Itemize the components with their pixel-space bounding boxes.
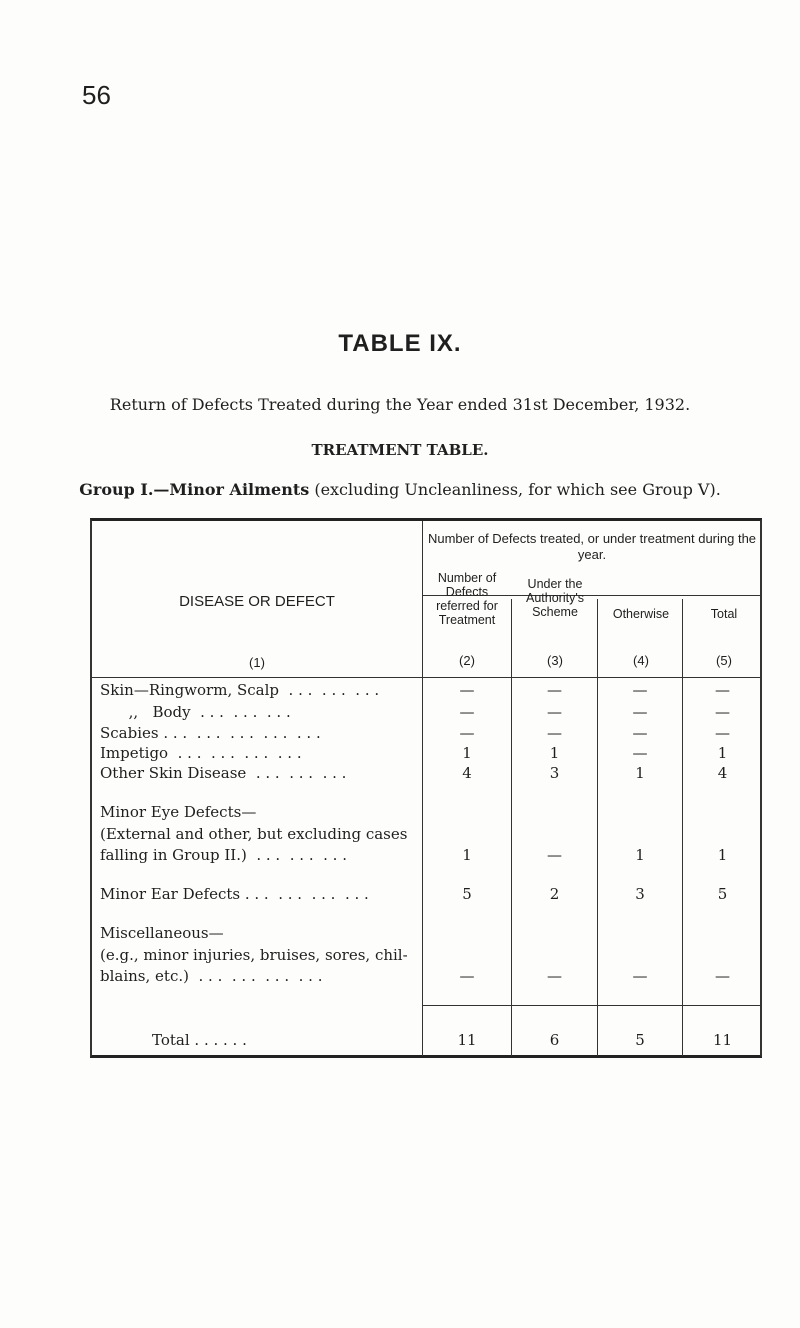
row-label: Other Skin Disease . . . . . . . . . xyxy=(100,764,347,782)
row-cell-col-3: 2 xyxy=(549,885,560,903)
row-cell-col-4: — xyxy=(632,744,648,762)
group-heading-bold: Group I.—Minor Ailments xyxy=(79,480,310,499)
header-col-5-num: (5) xyxy=(716,653,732,668)
row-cell-col-4: 1 xyxy=(635,846,645,864)
row-label: (e.g., minor injuries, bruises, sores, chil- xyxy=(100,946,408,964)
row-label: (External and other, but excluding cases xyxy=(100,825,408,843)
row-cell-col-5: — xyxy=(715,681,730,699)
row-cell-col-5: 1 xyxy=(717,744,728,762)
row-cell-col-2: 5 xyxy=(462,885,472,903)
table-title: TREATMENT TABLE. xyxy=(311,441,489,459)
row-label: Skin—Ringworm, Scalp . . . . . . . . . xyxy=(100,681,380,699)
row-cell-col-2: — xyxy=(459,681,475,699)
header-disease: DISEASE OR DEFECT xyxy=(179,593,335,610)
total-col-3: 6 xyxy=(549,1031,560,1049)
row-cell-col-3: — xyxy=(547,846,562,864)
row-label: Minor Ear Defects . . . . . . . . . . . . xyxy=(100,885,369,903)
total-label: Total . . . . . . xyxy=(152,1031,247,1049)
header-col-5: Total xyxy=(710,607,738,621)
treatment-table xyxy=(90,518,762,1058)
row-cell-col-2: 1 xyxy=(462,846,472,864)
row-cell-col-3: — xyxy=(547,681,562,699)
row-label: Minor Eye Defects— xyxy=(100,803,257,821)
row-cell-col-5: 1 xyxy=(717,846,728,864)
row-cell-col-4: — xyxy=(632,681,648,699)
row-cell-col-4: — xyxy=(632,967,648,985)
row-cell-col-2: — xyxy=(459,967,475,985)
header-col-3-num: (3) xyxy=(547,653,563,668)
row-cell-col-4: — xyxy=(632,703,648,721)
header-span: Number of Defects treated, or under treatment during the year. xyxy=(427,531,757,562)
subtitle: Return of Defects Treated during the Year ended 31st December, 1932. xyxy=(109,395,691,414)
row-cell-col-5: — xyxy=(715,703,730,721)
total-col-5: 11 xyxy=(712,1031,733,1049)
row-cell-col-2: — xyxy=(459,703,475,721)
row-cell-col-4: — xyxy=(632,724,648,742)
page-number: 56 xyxy=(82,80,111,110)
header-col-2-num: (2) xyxy=(459,653,475,668)
header-disease-num: (1) xyxy=(249,655,265,670)
header-col-4-num: (4) xyxy=(633,653,649,668)
row-label: blains, etc.) . . . . . . . . . . . . xyxy=(100,967,323,985)
row-cell-col-3: 3 xyxy=(549,764,560,782)
header-col-4: Otherwise xyxy=(612,607,670,621)
row-cell-col-2: 1 xyxy=(462,744,472,762)
row-label: falling in Group II.) . . . . . . . . . xyxy=(100,846,347,864)
row-cell-col-3: 1 xyxy=(549,744,560,762)
row-cell-col-2: — xyxy=(459,724,475,742)
row-cell-col-3: — xyxy=(547,967,562,985)
row-label: ,, Body . . . . . . . . . xyxy=(100,703,291,721)
row-cell-col-5: 5 xyxy=(717,885,728,903)
row-cell-col-2: 4 xyxy=(462,764,472,782)
row-cell-col-3: — xyxy=(547,724,562,742)
row-cell-col-4: 1 xyxy=(635,764,645,782)
row-cell-col-3: — xyxy=(547,703,562,721)
header-col-2: Number of Defects referred for Treatment xyxy=(436,571,498,627)
row-label: Scabies . . . . . . . . . . . . . . . xyxy=(100,724,321,742)
total-col-4: 5 xyxy=(635,1031,645,1049)
page-title: TABLE IX. xyxy=(338,330,462,357)
row-cell-col-5: 4 xyxy=(717,764,728,782)
row-cell-col-5: — xyxy=(715,724,730,742)
row-label: Impetigo . . . . . . . . . . . . xyxy=(100,744,302,762)
total-col-2: 11 xyxy=(457,1031,477,1049)
header-col-3: Under the Authority's Scheme xyxy=(526,577,584,619)
row-cell-col-5: — xyxy=(715,967,730,985)
row-cell-col-4: 3 xyxy=(635,885,645,903)
group-heading-rest: (excluding Uncleanliness, for which see Group V). xyxy=(309,480,721,499)
row-label: Miscellaneous— xyxy=(100,924,224,942)
group-heading xyxy=(0,480,800,499)
